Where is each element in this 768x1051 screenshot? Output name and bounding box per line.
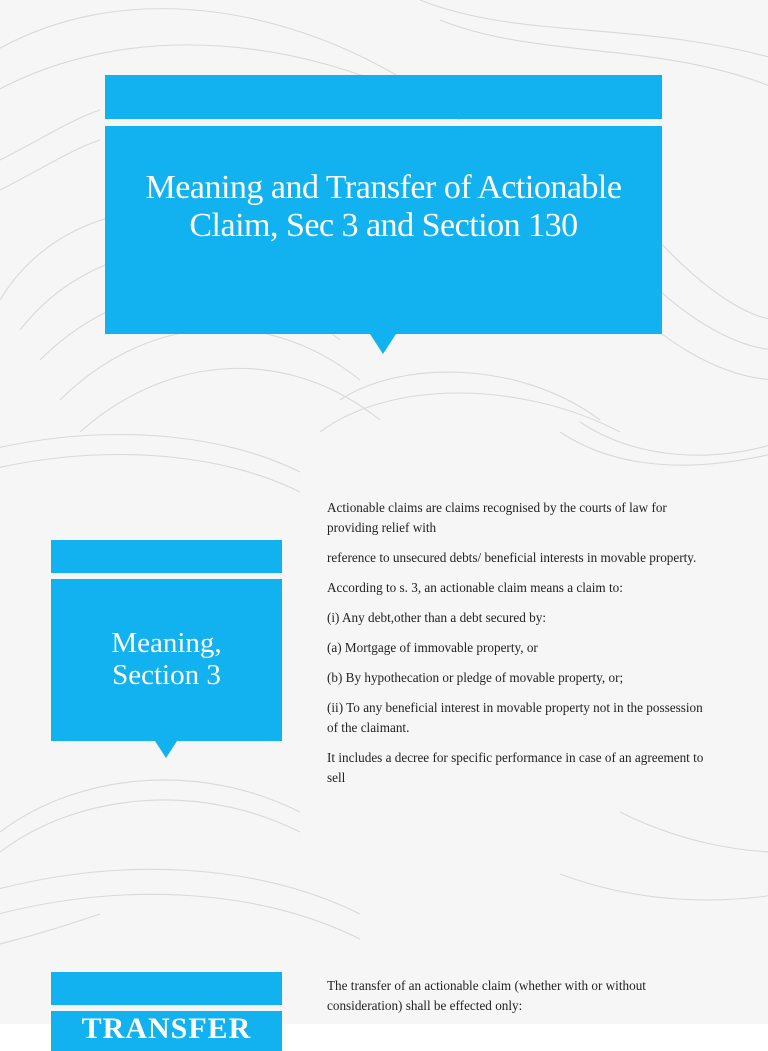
section-heading: TRANSFER [81, 1012, 252, 1046]
heading-top-bar [51, 540, 282, 573]
paragraph: According to s. 3, an actionable claim means a claim to: [327, 580, 623, 595]
paragraph: Actionable claims are claims recognised by the courts of law for providing relief with [327, 500, 667, 535]
slide-1 [0, 0, 768, 432]
slide-3 [0, 864, 768, 1046]
title-box [105, 126, 662, 334]
presentation-title: Meaning and Transfer of Actionable Claim, Sec 3 and Section 130 [145, 168, 622, 244]
slide-2 [0, 432, 768, 864]
body-text [327, 976, 713, 1026]
paragraph: (a) Mortgage of immovable property, or [327, 640, 538, 655]
title-box-pointer [370, 334, 396, 354]
title-top-bar [105, 75, 662, 119]
paragraph: reference to unsecured debts/ beneficial interests in movable property. [327, 550, 697, 565]
paragraph: The transfer of an actionable claim (whether with or without consideration) shall be effected only: [327, 978, 646, 1013]
heading-box [51, 579, 282, 741]
paragraph: (ii) To any beneficial interest in movable property not in the possession of the claimant. [327, 700, 703, 735]
heading-box [51, 1011, 282, 1051]
paragraph: It includes a decree for specific performance in case of an agreement to sell [327, 750, 704, 785]
section-heading: Meaning, Section 3 [111, 626, 222, 691]
paragraph: (b) By hypothecation or pledge of movable property, or; [327, 670, 624, 685]
heading-box-pointer [155, 741, 177, 758]
body-text [327, 498, 713, 798]
heading-top-bar [51, 972, 282, 1005]
paragraph: (i) Any debt,other than a debt secured by: [327, 610, 546, 625]
